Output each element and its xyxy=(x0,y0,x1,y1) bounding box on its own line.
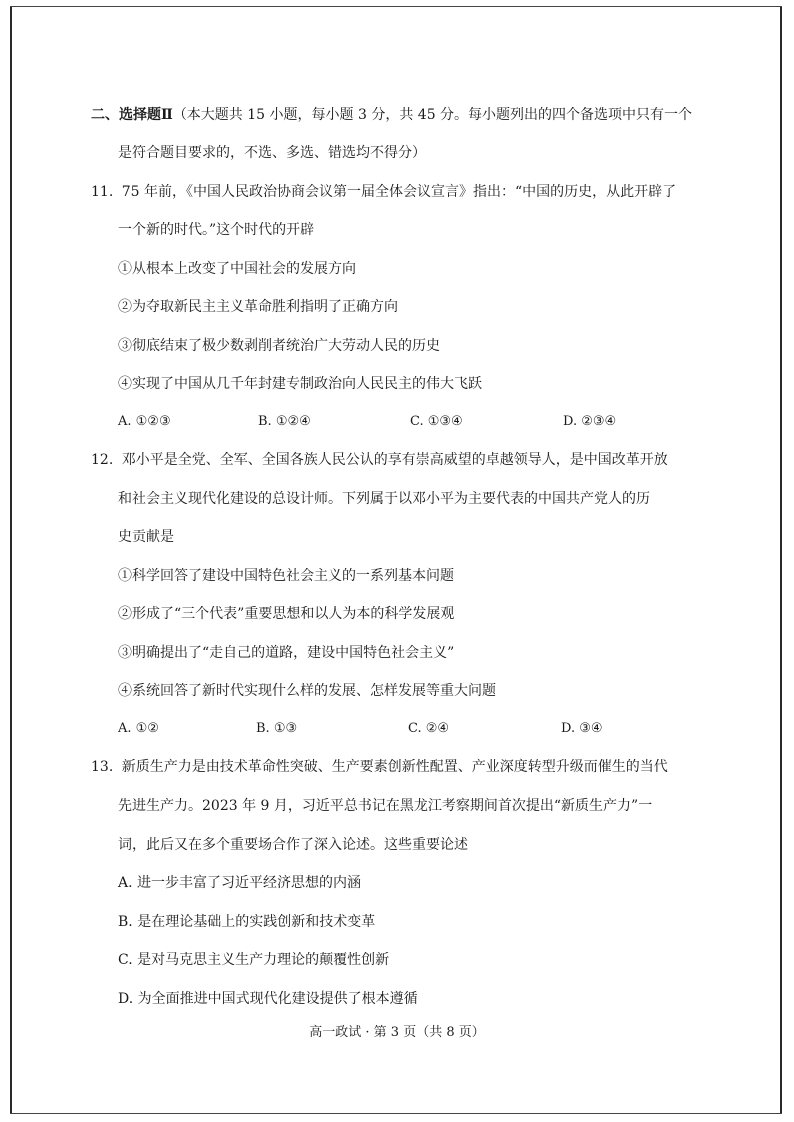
question-number: 13. xyxy=(91,759,114,775)
option-b: B. ①②④ xyxy=(258,414,311,429)
question-stem-text: 邓小平是全党、全军、全国各族人民公认的享有崇高威望的卓越领导人，是中国改革开放 xyxy=(121,452,668,468)
question-11-options xyxy=(118,413,738,431)
top-rule xyxy=(10,6,782,7)
question-13-option-a: A. 进一步丰富了习近平经济思想的内涵 xyxy=(118,875,362,891)
section-heading xyxy=(91,106,692,124)
question-stem-text: 新质生产力是由技术革命性突破、生产要素创新性配置、产业深度转型升级而催生的当代 xyxy=(121,759,668,775)
option-a: A. ①②③ xyxy=(118,414,171,429)
question-11-statement-1: ①从根本上改变了中国社会的发展方向 xyxy=(118,261,356,277)
question-13-stem-line3: 词，此后又在多个重要场合作了深入论述。这些重要论述 xyxy=(118,837,468,853)
option-d: D. ②③④ xyxy=(563,414,617,429)
question-13-option-c: C. 是对马克思主义生产力理论的颠覆性创新 xyxy=(118,952,390,968)
question-13-stem-line1 xyxy=(91,758,668,776)
page-footer: 高一政试 · 第 3 页（共 8 页） xyxy=(309,1025,485,1040)
section-intro-line1: （本大题共 15 小题，每小题 3 分，共 45 分。每小题列出的四个备选项中只有一个 xyxy=(172,107,693,123)
question-stem-text: 75 年前，《中国人民政治协商会议第一届全体会议宣言》指出：“中国的历史，从此开辟了 xyxy=(121,184,677,200)
question-11-stem-line1 xyxy=(91,183,676,201)
option-a: A. ①② xyxy=(118,721,159,736)
question-number: 11. xyxy=(91,184,114,200)
question-12-stem-line1 xyxy=(91,451,668,469)
section-intro-line2: 是符合题目要求的，不选、多选、错选均不得分） xyxy=(118,145,426,161)
question-12-stem-line3: 史贡献是 xyxy=(118,529,174,545)
question-13-option-d: D. 为全面推进中国式现代化建设提供了根本遵循 xyxy=(118,991,418,1007)
option-b: B. ①③ xyxy=(256,721,298,736)
question-11-statement-2: ②为夺取新民主主义革命胜利指明了正确方向 xyxy=(118,299,398,315)
question-12-statement-3: ③明确提出了“走自己的道路，建设中国特色社会主义” xyxy=(118,645,455,661)
page-border xyxy=(10,6,782,1114)
bottom-rule xyxy=(10,1113,782,1114)
question-12-statement-4: ④系统回答了新时代实现什么样的发展、怎样发展等重大问题 xyxy=(118,683,496,699)
question-12-options xyxy=(118,720,738,738)
option-c: C. ②④ xyxy=(408,721,450,736)
question-12-statement-2: ②形成了“三个代表”重要思想和以人为本的科学发展观 xyxy=(118,606,455,622)
section-title: 二、选择题Ⅱ xyxy=(91,107,173,123)
option-d: D. ③④ xyxy=(561,721,603,736)
question-number: 12. xyxy=(91,452,114,468)
question-12-stem-line2: 和社会主义现代化建设的总设计师。下列属于以邓小平为主要代表的中国共产党人的历 xyxy=(118,491,650,507)
question-11-statement-4: ④实现了中国从几千年封建专制政治向人民民主的伟大飞跃 xyxy=(118,376,482,392)
question-13-stem-line2: 先进生产力。2023 年 9 月，习近平总书记在黑龙江考察期间首次提出“新质生产力”一 xyxy=(118,798,653,814)
question-11-stem-line2: 一个新的时代。”这个时代的开辟 xyxy=(118,222,315,238)
question-11-statement-3: ③彻底结束了极少数剥削者统治广大劳动人民的历史 xyxy=(118,338,440,354)
question-12-statement-1: ①科学回答了建设中国特色社会主义的一系列基本问题 xyxy=(118,568,454,584)
question-13-option-b: B. 是在理论基础上的实践创新和技术变革 xyxy=(118,914,376,930)
option-c: C. ①③④ xyxy=(410,414,463,429)
